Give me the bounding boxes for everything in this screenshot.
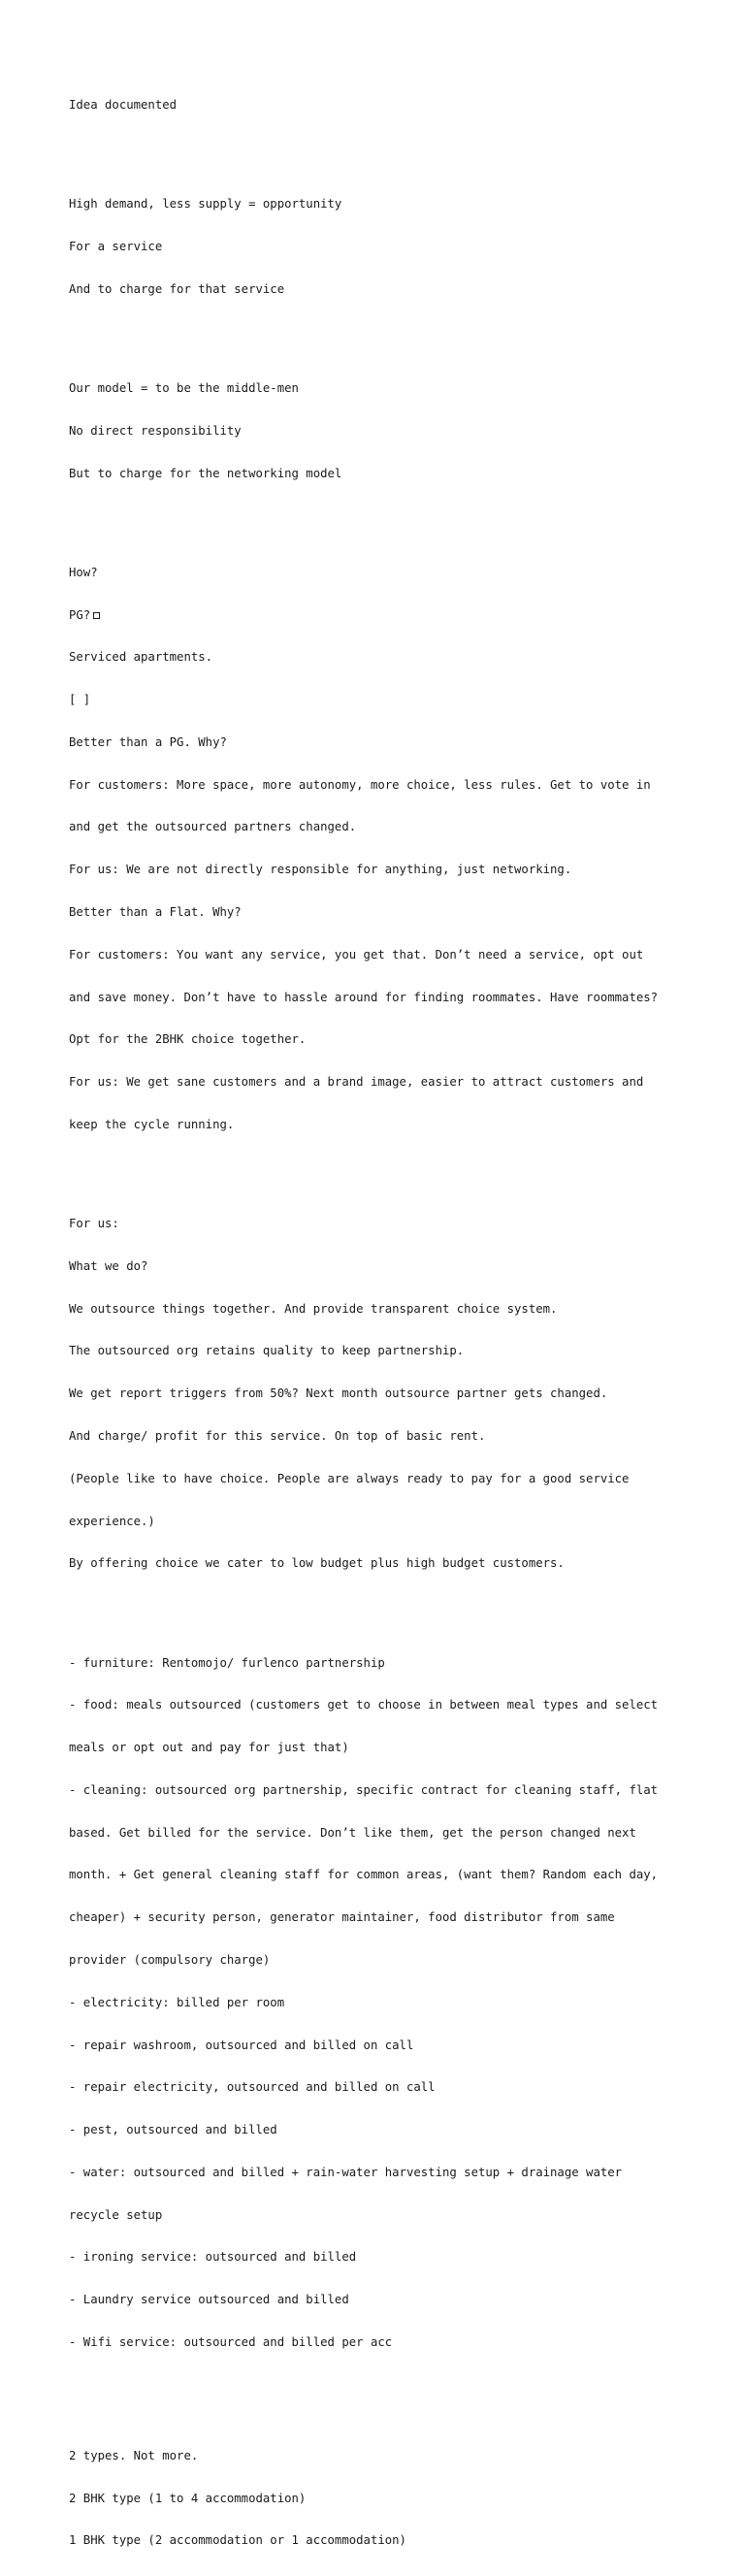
text-line: 2 types. Not more.: [69, 2448, 199, 2462]
text-line: For us: We get sane customers and a brand image, easier to attract customers and: [69, 1075, 644, 1090]
text-line: Better than a Flat. Why?: [69, 905, 242, 920]
text-line: experience.): [69, 1514, 155, 1528]
text-line: and save money. Don’t have to hassle around for finding roommates. Have roommates?: [69, 990, 659, 1004]
list-item: - cleaning: outsourced org partnership, specific contract for cleaning staff, flat: [69, 1782, 659, 1797]
text-line: But to charge for the networking model: [69, 466, 342, 480]
list-item: - repair washroom, outsourced and billed on call: [69, 2038, 414, 2052]
list-item: - water: outsourced and billed + rain-water harvesting setup + drainage water: [69, 2165, 623, 2179]
blank-line: [69, 1160, 690, 1175]
text-line: We get report triggers from 50%? Next month outsource partner gets changed.: [69, 1386, 608, 1401]
text-line: How?: [69, 565, 98, 579]
text-line: For customers: You want any service, you get that. Don’t need a service, opt out: [69, 947, 644, 962]
list-item: month. + Get general cleaning staff for common areas, (want them? Random each day,: [69, 1868, 659, 1882]
text-line: For customers: More space, more autonomy, more choice, less rules. Get to vote in: [69, 777, 651, 792]
text-line: We outsource things together. And provide transparent choice system.: [69, 1301, 558, 1316]
list-item: provider (compulsory charge): [69, 1952, 271, 1967]
list-item: - pest, outsourced and billed: [69, 2123, 277, 2137]
text-line: Opt for the 2BHK choice together.: [69, 1032, 307, 1047]
text-line: [ ]: [69, 693, 91, 707]
text-line: By offering choice we cater to low budget plus high budget customers.: [69, 1556, 565, 1571]
pg-line: [69, 608, 690, 623]
text-line: The outsourced org retains quality to keep partnership.: [69, 1344, 465, 1358]
text-line: 2 BHK type (1 to 4 accommodation): [69, 2491, 307, 2505]
blank-line: [69, 1599, 690, 1614]
text-line: Serviced apartments.: [69, 650, 213, 665]
list-item: - Wifi service: outsourced and billed per acc: [69, 2335, 393, 2349]
list-item: based. Get billed for the service. Don’t like them, get the person changed next: [69, 1825, 636, 1840]
blank-line: [69, 2378, 690, 2406]
text-line: For a service: [69, 240, 163, 254]
text-line: And to charge for that service: [69, 281, 285, 296]
text-line: For us:: [69, 1217, 119, 1231]
list-item: - ironing service: outsourced and billed: [69, 2250, 357, 2265]
text-line: 1 BHK type (2 accommodation or 1 accommodation): [69, 2533, 406, 2548]
list-item: - furniture: Rentomojo/ furlenco partnership: [69, 1655, 385, 1670]
blank-line: [69, 325, 690, 340]
document-body: [69, 70, 690, 2576]
text-line: For us: We are not directly responsible for anything, just networking.: [69, 863, 572, 877]
text-line: (People like to have choice. People are always ready to pay for a good service: [69, 1471, 630, 1485]
blank-line: [69, 141, 690, 155]
checkbox-icon: [93, 612, 100, 619]
text-line: and get the outsourced partners changed.: [69, 820, 357, 834]
document-title: Idea documented: [69, 98, 178, 113]
list-item: meals or opt out and pay for just that): [69, 1741, 349, 1755]
text-line: And charge/ profit for this service. On top of basic rent.: [69, 1429, 486, 1443]
text-line: keep the cycle running.: [69, 1117, 235, 1131]
list-item: cheaper) + security person, generator maintainer, food distributor from same: [69, 1910, 615, 1925]
list-item: - repair electricity, outsourced and billed on call: [69, 2080, 436, 2095]
list-item: - food: meals outsourced (customers get to choose in between meal types and select: [69, 1698, 659, 1712]
text-line: PG?: [69, 607, 91, 622]
text-line: High demand, less supply = opportunity: [69, 197, 342, 212]
text-line: What we do?: [69, 1258, 148, 1273]
list-item: - electricity: billed per room: [69, 1995, 285, 2009]
text-line: Our model = to be the middle-men: [69, 381, 299, 396]
text-line: No direct responsibility: [69, 423, 242, 438]
list-item: recycle setup: [69, 2207, 163, 2222]
blank-line: [69, 508, 690, 523]
list-item: - Laundry service outsourced and billed: [69, 2293, 349, 2307]
text-line: Better than a PG. Why?: [69, 734, 227, 749]
